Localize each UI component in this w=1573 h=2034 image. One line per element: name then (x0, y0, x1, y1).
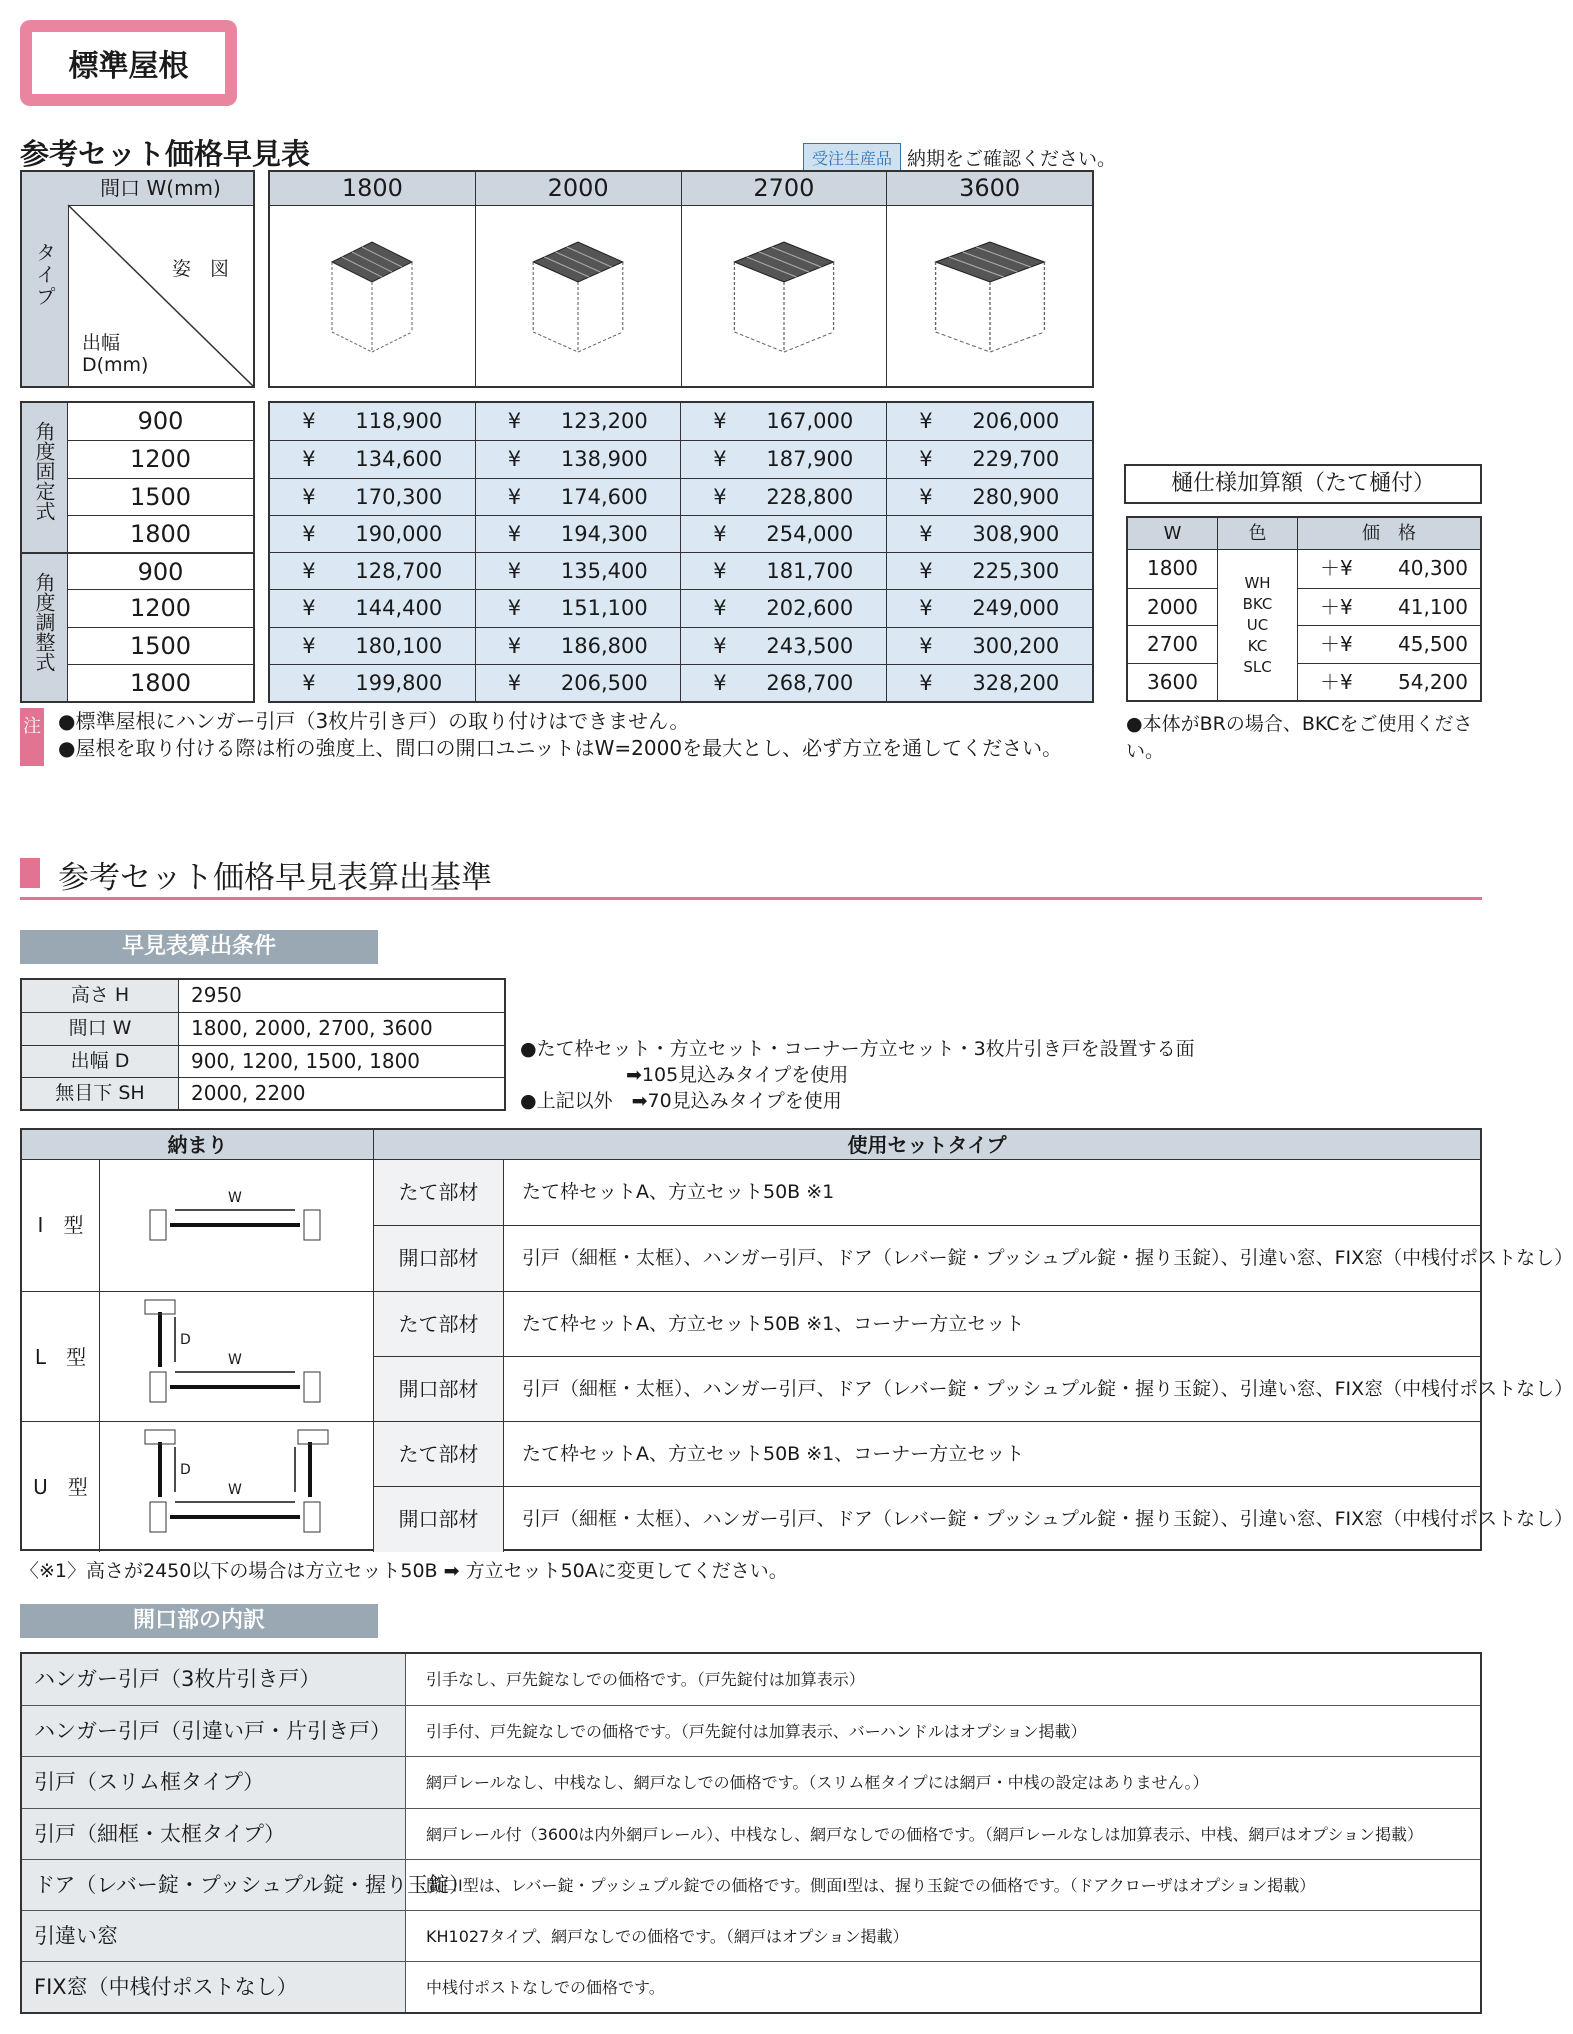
opening-key: ドア（レバー錠・プッシュプル錠・握り玉錠） (22, 1859, 406, 1910)
gutter-w: 1800 (1128, 550, 1218, 588)
yen-sign: ¥ (713, 484, 727, 509)
price-value: 268,700 (766, 670, 854, 695)
price-value: 123,200 (560, 409, 648, 433)
price-cell (887, 440, 1093, 477)
price-value: 134,600 (355, 447, 443, 472)
group-label: 角度固定式 (32, 421, 56, 521)
opening-value: 網戸レールなし、中桟なし、網戸なしでの価格です。（スリム框タイプには網戸・中桟の設定はありません。） (406, 1756, 1480, 1807)
price-cell (681, 664, 887, 701)
figure-header: 姿 図 (172, 258, 230, 280)
width-col-header: 2000 (476, 172, 681, 206)
depth-label: 1800 (68, 664, 253, 701)
yen-sign: ¥ (302, 633, 316, 658)
set-key: たて部材 (374, 1160, 504, 1225)
roof-figure-icon (272, 212, 472, 382)
price-cell (270, 664, 476, 701)
price-value: 187,900 (766, 447, 854, 472)
gutter-price-cell (1298, 663, 1480, 701)
price-value: 300,200 (972, 633, 1060, 658)
price-value: 206,000 (972, 409, 1060, 433)
section2-marker (20, 858, 40, 888)
notes (58, 708, 1062, 762)
opening-value: 引手なし、戸先錠なしでの価格です。（戸先錠付は加算表示） (426, 1670, 865, 1689)
depth-label: 1200 (68, 440, 253, 477)
plus-yen: ＋¥ (1320, 594, 1353, 619)
diagram-w-label: W (228, 1482, 242, 1498)
group-label: 角度調整式 (32, 572, 56, 672)
group-label-cell (22, 403, 68, 552)
roof-figure-icon (478, 212, 678, 382)
yen-sign: ¥ (507, 633, 522, 658)
diagram-w-label: W (228, 1190, 242, 1206)
plus-yen: ＋¥ (1320, 669, 1353, 694)
cond-key: 高さ H (22, 980, 179, 1012)
price-value: 254,000 (766, 521, 854, 546)
set-key: たて部材 (374, 1421, 504, 1486)
price-cell (887, 552, 1093, 589)
price-value: 308,900 (972, 521, 1060, 546)
price-cell (681, 552, 887, 589)
set-value: たて枠セットA、方立セット50B ※1 (522, 1181, 835, 1203)
diagram-w-label: W (228, 1351, 242, 1368)
opening-value: 引手付、戸先錠なしでの価格です。（戸先錠付は加算表示、バーハンドルはオプション掲載） (406, 1705, 1480, 1756)
note-1: ●標準屋根にハンガー引戸（3枚片引き戸）の取り付けはできません。 (58, 709, 690, 733)
price-value: 151,100 (560, 596, 648, 621)
yen-sign: ¥ (713, 596, 727, 621)
yen-sign: ¥ (919, 409, 933, 433)
fit-diagram (100, 1160, 374, 1291)
gutter-note: ●本体がBRの場合、BKCをご使用ください。 (1126, 713, 1473, 762)
price-value: 190,000 (355, 521, 443, 546)
yen-sign: ¥ (507, 670, 522, 695)
section2-title: 参考セット価格早見表算出基準 (58, 860, 492, 896)
yen-sign: ¥ (919, 633, 933, 658)
conditions-table (20, 978, 506, 1111)
gutter-header: 色 (1218, 518, 1298, 550)
note-marker: 注 (20, 708, 44, 766)
yen-sign: ¥ (507, 559, 522, 583)
price-value: 229,700 (972, 447, 1060, 472)
opening-key: ハンガー引戸（引違い戸・片引き戸） (22, 1705, 406, 1756)
price-cell (270, 627, 476, 664)
gutter-header: W (1128, 518, 1218, 550)
type-label: タイプ (32, 242, 57, 308)
diagram-d-label: D (180, 1331, 191, 1348)
cond-notes (520, 1036, 1195, 1114)
price-cell (270, 440, 476, 477)
price-value: 181,700 (766, 559, 854, 583)
price-cell (476, 552, 682, 589)
price-value: 118,900 (355, 409, 443, 433)
width-col (270, 172, 476, 386)
price-cell (887, 515, 1093, 552)
depth-label: 1500 (68, 478, 253, 515)
price-cell (887, 627, 1093, 664)
cond-value: 900, 1200, 1500, 1800 (179, 1045, 504, 1077)
cond-note-1: ●たて枠セット・方立セット・コーナー方立セット・3枚片引き戸を設置する面 (520, 1038, 1195, 1060)
width-columns (268, 170, 1094, 388)
yen-sign: ¥ (919, 521, 933, 546)
yen-sign: ¥ (713, 670, 727, 695)
price-cell (476, 440, 682, 477)
header-left-box (20, 170, 255, 388)
cond-key: 間口 W (22, 1012, 179, 1044)
set-value: 引戸（細框・太框）、ハンガー引戸、ドア（レバー錠・プッシュプル錠・握り玉錠）、引違い窓、FIX窓（中桟付ポストなし） (504, 1225, 1480, 1290)
cond-value: 1800, 2000, 2700, 3600 (179, 1012, 504, 1044)
yen-sign: ¥ (507, 596, 522, 621)
gutter-table (1126, 516, 1482, 702)
order-note-row (803, 143, 1116, 172)
set-value: たて枠セットA、方立セット50B ※1、コーナー方立セット (504, 1421, 1480, 1486)
gutter-price: 45,500 (1398, 632, 1468, 656)
yen-sign: ¥ (302, 521, 316, 546)
fit-name: U 型 (22, 1421, 100, 1552)
price-cell (681, 403, 887, 440)
gutter-color: UC (1246, 615, 1269, 634)
depth-label: 1200 (68, 589, 253, 626)
opening-value: KH1027タイプ、網戸なしでの価格です。（網戸はオプション掲載） (406, 1910, 1480, 1961)
price-cell (476, 515, 682, 552)
price-value: 199,800 (355, 670, 443, 695)
cond-value: 2000, 2200 (179, 1077, 504, 1109)
price-value: 206,500 (560, 670, 648, 695)
depth-label: 1500 (68, 627, 253, 664)
fit-name: I 型 (22, 1160, 100, 1291)
price-value: 225,300 (972, 559, 1060, 583)
price-value: 280,900 (972, 484, 1060, 509)
order-badge: 受注生産品 (803, 143, 901, 172)
fit-diagram (100, 1421, 374, 1552)
depth-label: 1800 (68, 515, 253, 552)
set-key: 開口部材 (374, 1225, 504, 1290)
roof-figure-icon (684, 212, 884, 382)
group-label-cell (22, 552, 68, 701)
yen-sign: ¥ (713, 521, 727, 546)
price-cell (681, 627, 887, 664)
price-cell (681, 589, 887, 626)
yen-sign: ¥ (302, 447, 316, 472)
opening-key: ハンガー引戸（3枚片引き戸） (22, 1654, 406, 1705)
width-col-header: 2700 (682, 172, 887, 206)
yen-sign: ¥ (302, 559, 316, 583)
gutter-price-cell (1298, 625, 1480, 663)
type-label-cell (22, 172, 69, 386)
gutter-w: 3600 (1128, 663, 1218, 701)
price-cell (681, 515, 887, 552)
price-cell (681, 478, 887, 515)
cond-value: 2950 (191, 983, 242, 1007)
cond-note-2: ➡105見込みタイプを使用 (626, 1064, 849, 1086)
opening-value: 網戸レール付（3600は内外網戸レール）、中桟なし、網戸なしでの価格です。（網戸レールなしは加算表示、中桟、網戸はオプション掲載） (406, 1808, 1480, 1859)
price-cell (476, 589, 682, 626)
order-note: 納期をご確認ください。 (907, 148, 1117, 170)
diagram-d-label: D (180, 1462, 191, 1478)
type-header: 使用セットタイプ (374, 1130, 1480, 1160)
opening-key: 引戸（細框・太框タイプ） (22, 1808, 406, 1859)
price-cell (887, 478, 1093, 515)
section2-rule (20, 897, 1482, 900)
gutter-w: 2000 (1128, 588, 1218, 626)
price-value: 135,400 (560, 559, 648, 583)
yen-sign: ¥ (919, 670, 933, 695)
yen-sign: ¥ (919, 484, 933, 509)
openings-table (20, 1652, 1482, 2014)
open-title: 開口部の内訳 (20, 1604, 378, 1638)
opening-key: FIX窓（中桟付ポストなし） (22, 1961, 406, 2012)
section-badge (20, 20, 237, 106)
width-header: 間口 W(mm) (68, 172, 253, 206)
depth-label: 900 (137, 407, 184, 435)
depth-label: 900 (68, 552, 253, 589)
gutter-colors-cell (1218, 550, 1298, 700)
fit-table (20, 1128, 1573, 1551)
cond-key: 無目下 SH (22, 1077, 179, 1109)
price-cell (887, 403, 1093, 440)
price-value: 138,900 (560, 447, 648, 472)
set-key: 開口部材 (374, 1356, 504, 1421)
yen-sign: ¥ (302, 596, 316, 621)
section-badge-label: 標準屋根 (32, 32, 225, 94)
set-value: 引戸（細框・太框）、ハンガー引戸、ドア（レバー錠・プッシュプル錠・握り玉錠）、引違い窓、FIX窓（中桟付ポストなし） (504, 1356, 1480, 1421)
yen-sign: ¥ (507, 447, 522, 472)
set-key: たて部材 (374, 1291, 504, 1356)
gutter-price: 54,200 (1398, 669, 1468, 694)
price-cell (270, 589, 476, 626)
fit-name: L 型 (22, 1291, 100, 1422)
yen-sign: ¥ (919, 596, 933, 621)
price-cell (270, 478, 476, 515)
yen-sign: ¥ (302, 409, 316, 433)
yen-sign: ¥ (713, 633, 727, 658)
yen-sign: ¥ (919, 559, 933, 583)
plus-yen: ＋¥ (1320, 632, 1353, 656)
price-value: 174,600 (560, 484, 648, 509)
width-col (682, 172, 888, 386)
price-cell (270, 552, 476, 589)
set-value: 引戸（細框・太框）、ハンガー引戸、ドア（レバー錠・プッシュプル錠・握り玉錠）、引違い窓、FIX窓（中桟付ポストなし） (504, 1486, 1480, 1551)
price-value: 128,700 (355, 559, 443, 583)
yen-sign: ¥ (507, 484, 522, 509)
cond-key: 出幅 D (22, 1045, 179, 1077)
price-table-title: 参考セット価格早見表 (20, 137, 311, 171)
gutter-header: 価 格 (1298, 518, 1480, 550)
price-cell (270, 403, 476, 440)
price-value: 167,000 (766, 409, 854, 433)
yen-sign: ¥ (302, 484, 316, 509)
price-value: 170,300 (355, 484, 443, 509)
note-2: ●屋根を取り付ける際は桁の強度上、間口の開口ユニットはW=2000を最大とし、必ず方立を通してください。 (58, 736, 1063, 760)
yen-sign: ¥ (713, 447, 727, 472)
yen-sign: ¥ (713, 559, 727, 583)
opening-value: 中桟付ポストなしでの価格です。 (406, 1961, 1480, 2012)
price-value: 243,500 (766, 633, 854, 658)
opening-value: 間口I型は、レバー錠・プッシュプル錠での価格です。側面I型は、握り玉錠での価格です。（ドアクローザはオプション掲載） (406, 1859, 1480, 1910)
yen-sign: ¥ (919, 447, 933, 472)
yen-sign: ¥ (507, 409, 522, 433)
price-cell (476, 627, 682, 664)
fit-diagram (100, 1291, 374, 1422)
price-value: 328,200 (972, 670, 1060, 695)
width-col-header: 3600 (887, 172, 1092, 206)
width-col (476, 172, 682, 386)
width-col (887, 172, 1092, 386)
cond-note-3: ●上記以外 ➡70見込みタイプを使用 (520, 1090, 842, 1112)
price-value: 202,600 (766, 596, 854, 621)
price-cell (476, 478, 682, 515)
price-cell (681, 440, 887, 477)
roof-figure-icon (890, 212, 1090, 382)
gutter-color: BKC (1242, 594, 1273, 613)
depth-header: 出幅 D(mm) (82, 332, 149, 376)
price-value: 194,300 (560, 521, 648, 546)
gutter-price-cell (1298, 588, 1480, 626)
price-value: 228,800 (766, 484, 854, 509)
fit-header: 納まり (22, 1130, 374, 1160)
price-cell (476, 664, 682, 701)
price-cell (270, 515, 476, 552)
opening-key: 引戸（スリム框タイプ） (22, 1756, 406, 1807)
gutter-price-cell (1298, 550, 1480, 588)
footnote: 〈※1〉高さが2450以下の場合は方立セット50B ➡ 方立セット50Aに変更してください。 (20, 1560, 788, 1582)
yen-sign: ¥ (507, 521, 522, 546)
gutter-color: SLC (1243, 657, 1272, 676)
depth-label-box (20, 401, 255, 703)
price-value: 144,400 (355, 596, 443, 621)
cond-title: 早見表算出条件 (20, 930, 378, 964)
opening-key: 引違い窓 (22, 1910, 406, 1961)
fit-plan-icon (100, 1160, 374, 1291)
gutter-color: WH (1244, 573, 1271, 592)
yen-sign: ¥ (302, 670, 316, 695)
gutter-w: 2700 (1128, 625, 1218, 663)
price-cell (887, 664, 1093, 701)
plus-yen: ＋¥ (1320, 556, 1353, 580)
gutter-color: KC (1247, 636, 1268, 655)
set-key: 開口部材 (374, 1486, 504, 1551)
price-value: 180,100 (355, 633, 443, 658)
gutter-price: 40,300 (1398, 556, 1468, 580)
price-value: 186,800 (560, 633, 648, 658)
set-value: たて枠セットA、方立セット50B ※1、コーナー方立セット (504, 1291, 1480, 1356)
price-cell (476, 403, 682, 440)
price-grid (268, 401, 1094, 703)
gutter-price: 41,100 (1398, 594, 1468, 619)
price-cell (887, 589, 1093, 626)
width-col-header: 1800 (270, 172, 475, 206)
yen-sign: ¥ (713, 409, 727, 433)
gutter-title: 樋仕様加算額（たて樋付） (1124, 464, 1482, 504)
price-value: 249,000 (972, 596, 1060, 621)
